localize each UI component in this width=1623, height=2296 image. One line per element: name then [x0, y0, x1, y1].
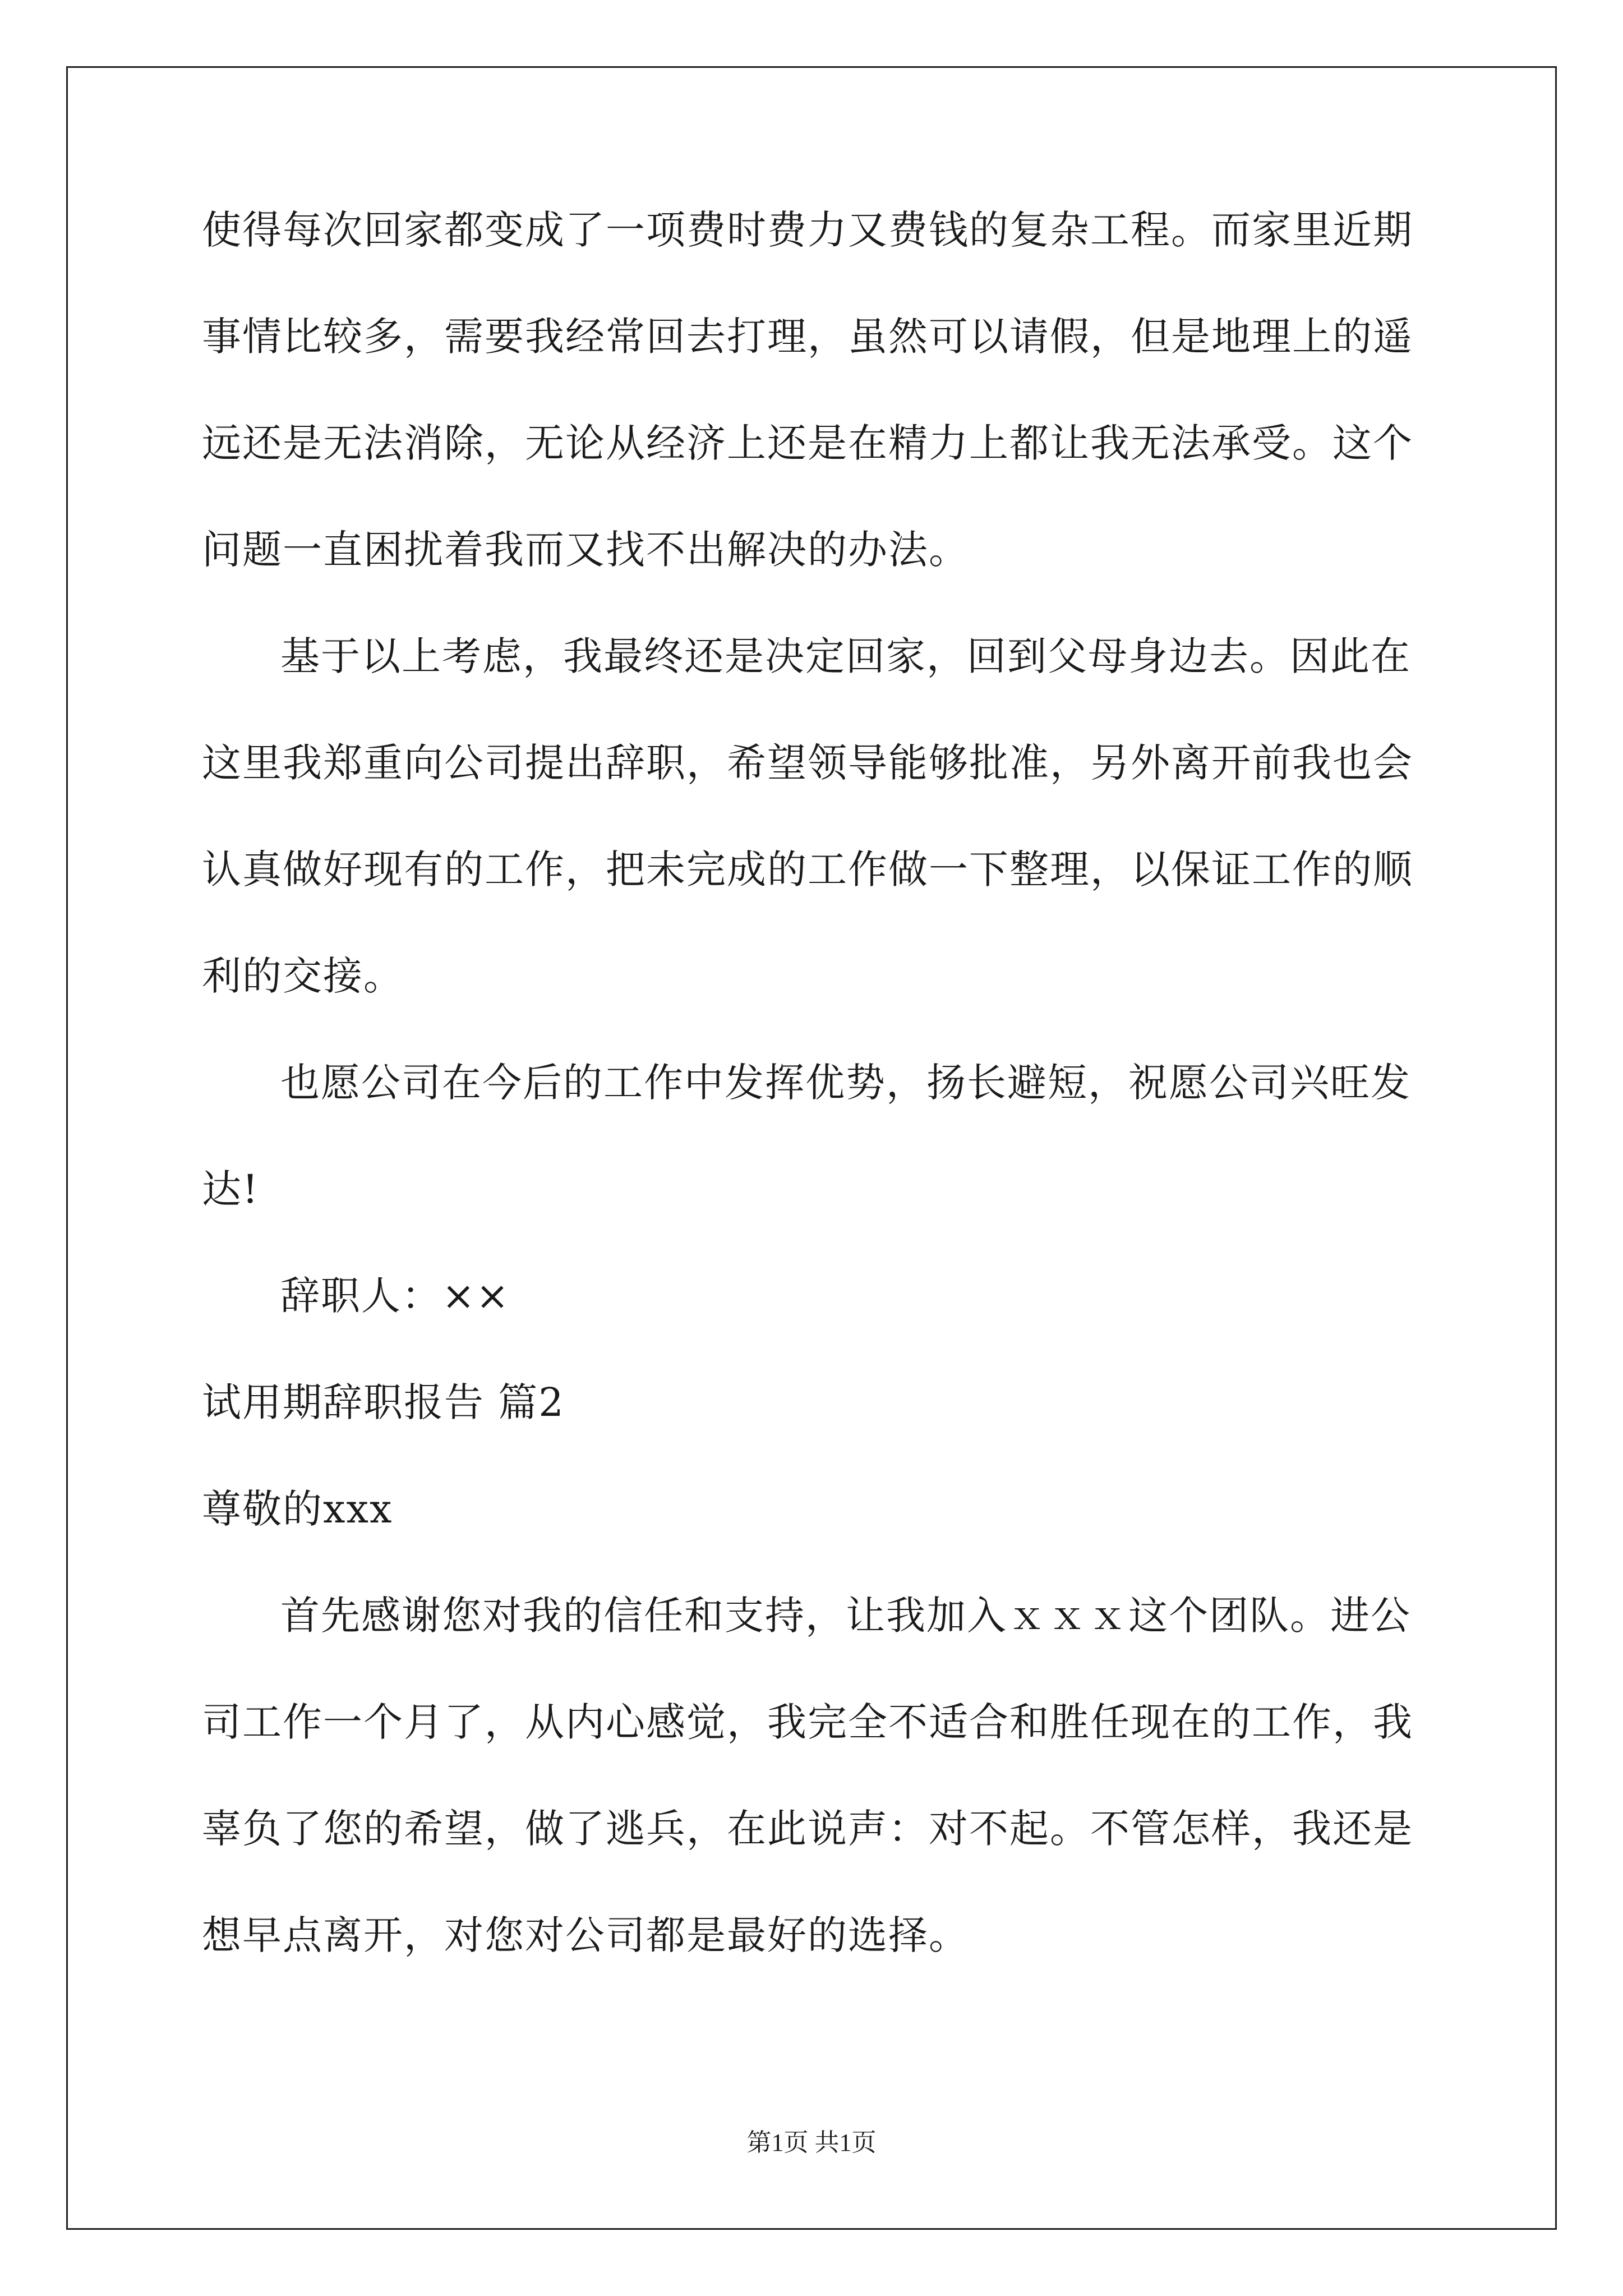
paragraph-line: 远还是无法消除，无论从经济上还是在精力上都让我无法承受。这个 — [202, 420, 1413, 466]
paragraph-line: 利的交接。 — [202, 953, 404, 999]
page-footer: 第1页 共1页 — [746, 2129, 877, 2156]
paragraph-line: 首先感谢您对我的信任和支持，让我加入ｘｘｘ这个团队。进公 — [280, 1593, 1411, 1639]
paragraph-line: 基于以上考虑，我最终还是决定回家，回到父母身边去。因此在 — [280, 633, 1411, 679]
paragraph-line: 也愿公司在今后的工作中发挥优势，扬长避短，祝愿公司兴旺发 — [280, 1060, 1411, 1106]
paragraph-line: 使得每次回家都变成了一项费时费力又费钱的复杂工程。而家里近期 — [202, 207, 1413, 253]
paragraph-line: 辜负了您的希望，做了逃兵，在此说声：对不起。不管怎样，我还是 — [202, 1806, 1413, 1852]
paragraph-line: 认真做好现有的工作，把未完成的工作做一下整理，以保证工作的顺 — [202, 846, 1413, 892]
paragraph-line: 问题一直困扰着我而又找不出解决的办法。 — [202, 527, 969, 573]
salutation: 尊敬的xxx — [202, 1486, 393, 1532]
paragraph-line: 这里我郑重向公司提出辞职，希望领导能够批准，另外离开前我也会 — [202, 740, 1413, 786]
paragraph-line: 司工作一个月了，从内心感觉，我完全不适合和胜任现在的工作，我 — [202, 1699, 1413, 1745]
paragraph-line: 事情比较多，需要我经常回去打理，虽然可以请假，但是地理上的遥 — [202, 314, 1413, 360]
paragraph-line: 想早点离开，对您对公司都是最好的选择。 — [202, 1912, 969, 1958]
section-title: 试用期辞职报告 篇2 — [202, 1379, 565, 1425]
paragraph-line: 达! — [202, 1166, 260, 1212]
signature-line: 辞职人：×× — [280, 1273, 510, 1319]
page-border — [66, 66, 1557, 2230]
